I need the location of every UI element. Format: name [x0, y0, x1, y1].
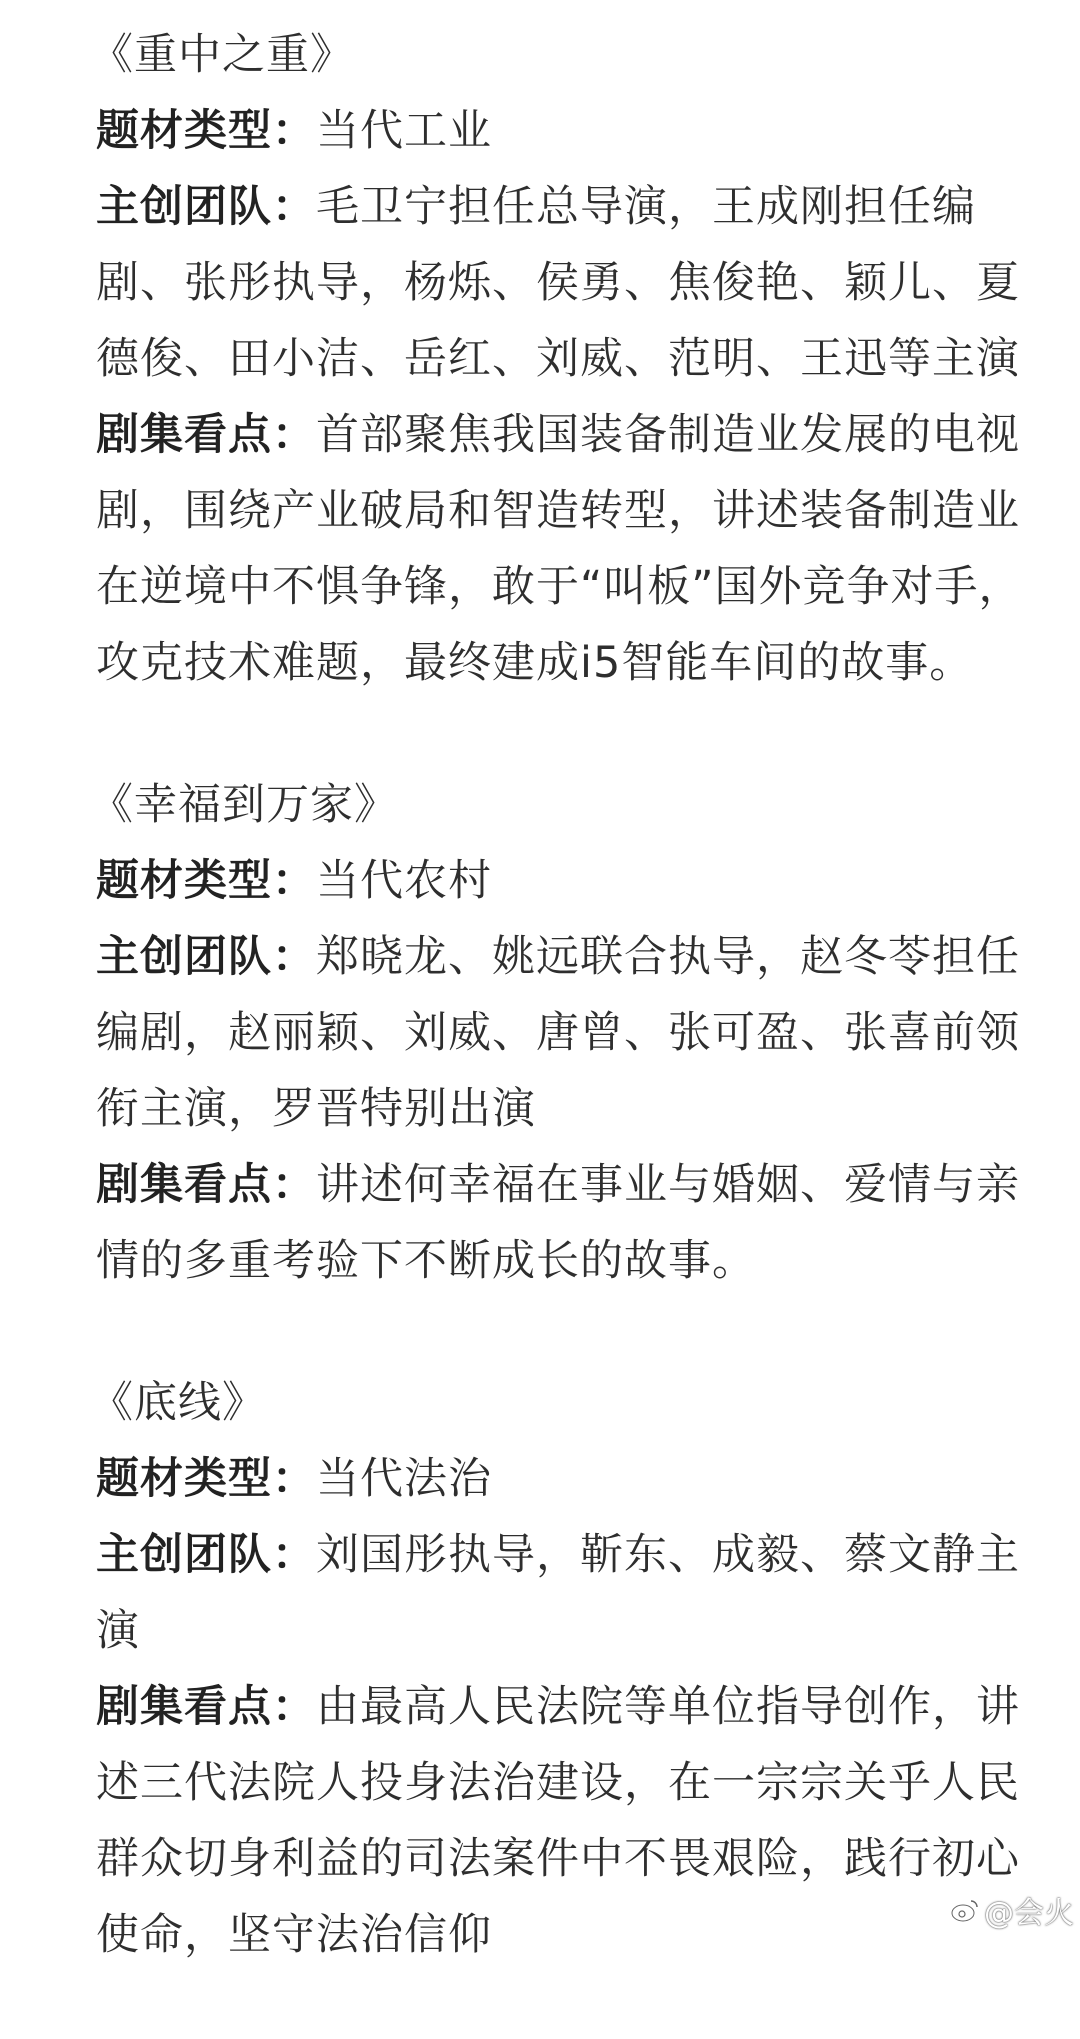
field-line: [96, 245, 1056, 321]
weibo-icon: [950, 1897, 980, 1923]
field-line: [96, 93, 1056, 169]
drama-title: 《重中之重》: [90, 30, 354, 80]
field-label: 题材类型：: [96, 106, 316, 156]
field-value: 剧，围绕产业破局和智造转型，讲述装备制造业: [96, 486, 1020, 536]
field-label: 主创团队：: [96, 932, 316, 982]
field-value: 在逆境中不惧争锋，敢于“叫板”国外竞争对手，: [96, 562, 1023, 612]
field-value: 编剧，赵丽颖、刘威、唐曾、张可盈、张喜前领: [96, 1008, 1020, 1058]
field-label: 主创团队：: [96, 1530, 316, 1580]
field-label: 剧集看点：: [96, 1160, 316, 1210]
field-line: [96, 1223, 1056, 1299]
field-value: 德俊、田小洁、岳红、刘威、范明、王迅等主演: [96, 334, 1020, 384]
field-value: 刘国彤执导，靳东、成毅、蔡文静主: [316, 1530, 1020, 1580]
field-line: [96, 549, 1056, 625]
field-line: [96, 473, 1056, 549]
field-value: 演: [96, 1606, 140, 1656]
watermark-text: @会火: [984, 1896, 1074, 1931]
drama-section: [90, 1365, 1056, 1973]
field-line: [96, 1669, 1056, 1745]
field-value: 当代农村: [316, 856, 492, 906]
field-line: [96, 1147, 1056, 1223]
field-line: [96, 1517, 1056, 1593]
field-value: 情的多重考验下不断成长的故事。: [96, 1236, 756, 1286]
field-line: [96, 169, 1056, 245]
field-value: 毛卫宁担任总导演，王成刚担任编: [316, 182, 976, 232]
field-line: [96, 1441, 1056, 1517]
article-body: [90, 17, 1056, 2039]
field-line: [96, 1745, 1056, 1821]
field-line: [96, 321, 1056, 397]
drama-title: 《幸福到万家》: [90, 780, 398, 830]
field-value: 攻克技术难题，最终建成i5智能车间的故事。: [96, 638, 974, 688]
drama-section: [90, 17, 1056, 701]
field-line: [96, 995, 1056, 1071]
field-label: 题材类型：: [96, 856, 316, 906]
field-value: 由最高人民法院等单位指导创作，讲: [316, 1682, 1020, 1732]
field-line: [96, 1593, 1056, 1669]
field-line: [96, 397, 1056, 473]
field-value: 衔主演，罗晋特别出演: [96, 1084, 536, 1134]
field-value: 讲述何幸福在事业与婚姻、爱情与亲: [316, 1160, 1020, 1210]
field-value: 述三代法院人投身法治建设，在一宗宗关乎人民: [96, 1758, 1020, 1808]
field-line: [96, 919, 1056, 995]
field-value: 使命，坚守法治信仰: [96, 1910, 492, 1960]
field-line: [96, 1897, 1056, 1973]
field-label: 剧集看点：: [96, 1682, 316, 1732]
field-value: 群众切身利益的司法案件中不畏艰险，践行初心: [96, 1834, 1020, 1884]
field-line: [96, 1821, 1056, 1897]
field-line: [96, 625, 1056, 701]
field-value: 当代法治: [316, 1454, 492, 1504]
field-value: 首部聚焦我国装备制造业发展的电视: [316, 410, 1020, 460]
watermark: [950, 1888, 1074, 1932]
drama-title: 《底线》: [90, 1378, 266, 1428]
field-line: [96, 1071, 1056, 1147]
field-line: [96, 843, 1056, 919]
field-label: 剧集看点：: [96, 410, 316, 460]
field-label: 主创团队：: [96, 182, 316, 232]
field-label: 题材类型：: [96, 1454, 316, 1504]
field-value: 当代工业: [316, 106, 492, 156]
drama-section: [90, 767, 1056, 1299]
field-value: 剧、张彤执导，杨烁、侯勇、焦俊艳、颖儿、夏: [96, 258, 1020, 308]
field-value: 郑晓龙、姚远联合执导，赵冬苓担任: [316, 932, 1020, 982]
